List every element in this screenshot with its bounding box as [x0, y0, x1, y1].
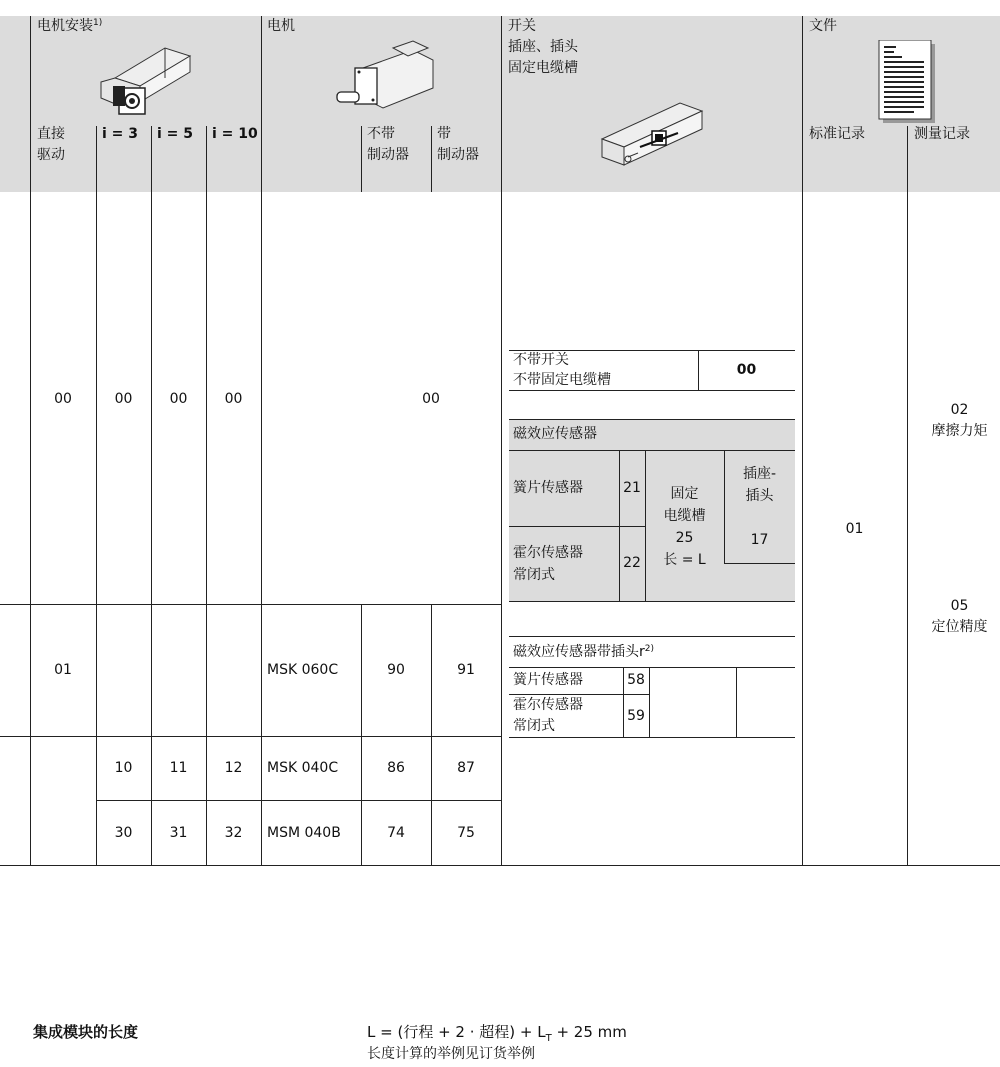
reed-sensor-plug-label: 簧片传感器 — [513, 672, 583, 688]
ratio-10-header: i = 10 — [212, 126, 258, 142]
row10-no-brake: 86 — [387, 760, 405, 776]
col-divider — [151, 126, 152, 866]
row00-i10: 00 — [224, 391, 243, 407]
hall-sensor-plug-label: 霍尔传感器 常闭式 — [513, 697, 583, 734]
col-divider — [802, 16, 803, 866]
switch-line — [509, 636, 795, 637]
row30-i5: 31 — [169, 825, 188, 841]
no-brake-header: 不带 制动器 — [367, 126, 409, 163]
row01-with-brake: 91 — [457, 662, 475, 678]
switch-line — [736, 667, 737, 737]
no-switch-code: 00 — [736, 362, 757, 378]
switch-line — [724, 563, 795, 564]
switch-line — [509, 667, 795, 668]
row01-direct: 01 — [54, 662, 72, 678]
positioning-accuracy-record: 05 定位精度 — [931, 598, 988, 635]
reed-sensor-plug-code: 58 — [627, 672, 645, 688]
magnetic-sensor-title: 磁效应传感器 — [513, 426, 597, 442]
direct-drive-header: 直接 驱动 — [37, 126, 65, 163]
length-note: 长度计算的举例见订货举例 — [367, 1046, 535, 1062]
hall-sensor-plug-code: 59 — [627, 708, 645, 724]
switch-line — [509, 526, 645, 527]
col-divider — [206, 126, 207, 866]
switch-line — [649, 667, 650, 737]
module-length-label: 集成模块的长度 — [33, 1023, 139, 1041]
magnetic-sensor-plug-title: 磁效应传感器带插头$r^{2)}$ — [513, 644, 655, 660]
row10-with-brake: 87 — [457, 760, 475, 776]
document-icon — [878, 40, 936, 124]
row00-i3: 00 — [114, 391, 133, 407]
motor-mount-drawing — [95, 38, 200, 118]
col-divider — [261, 16, 262, 866]
row01-motor: MSK 060C — [267, 662, 339, 678]
row10-i5: 11 — [169, 760, 188, 776]
row-divider — [0, 604, 501, 605]
table-bottom — [0, 865, 1000, 866]
length-formula: L = (行程 + 2 · 超程) + $L_T + 25$ mm — [367, 1023, 627, 1044]
ratio-3-header: i = 3 — [102, 126, 139, 142]
row30-motor: MSM 040B — [267, 825, 341, 841]
socket-plug: 插座- 插头 17 — [742, 466, 777, 548]
switch-line — [509, 390, 795, 391]
row30-i10: 32 — [224, 825, 243, 841]
row00-motor: 00 — [422, 391, 440, 407]
standard-record-header: 标准记录 — [809, 126, 865, 142]
row-divider — [96, 800, 501, 801]
motor-mount-header: 电机安装$^{1)}$ — [37, 18, 103, 34]
row-divider — [0, 736, 501, 737]
switch-line — [619, 450, 620, 601]
no-switch-label: 不带开关 不带固定电缆槽 — [513, 352, 611, 388]
row30-with-brake: 75 — [457, 825, 475, 841]
row00-direct: 00 — [54, 391, 72, 407]
row10-motor: MSK 040C — [267, 760, 339, 776]
docs-header: 文件 — [809, 18, 837, 34]
reed-sensor-label: 簧片传感器 — [513, 480, 583, 496]
row10-i10: 12 — [224, 760, 243, 776]
switch-line — [509, 601, 795, 602]
standard-record-code: 01 — [845, 521, 864, 537]
row30-no-brake: 74 — [387, 825, 405, 841]
row10-i3: 10 — [114, 760, 133, 776]
fixed-cable-channel: 固定 电缆槽 25 长 = L — [663, 486, 706, 568]
switch-line — [509, 737, 795, 738]
col-divider — [30, 16, 31, 866]
switch-header: 开关 插座、插头 固定电缆槽 — [508, 18, 578, 76]
reed-sensor-code: 21 — [623, 480, 641, 496]
friction-torque-record: 02 摩擦力矩 — [931, 402, 988, 439]
row30-i3: 30 — [114, 825, 133, 841]
hall-sensor-code: 22 — [623, 555, 641, 571]
row01-no-brake: 90 — [387, 662, 405, 678]
col-divider — [431, 126, 432, 192]
switch-line — [509, 450, 795, 451]
ratio-5-header: i = 5 — [157, 126, 194, 142]
col-divider — [907, 126, 908, 866]
motor-header: 电机 — [267, 18, 295, 34]
switch-line — [509, 419, 795, 420]
motor-drawing — [333, 38, 438, 118]
col-divider — [96, 126, 97, 866]
switch-drawing — [598, 95, 708, 175]
col-divider — [361, 126, 362, 192]
with-brake-header: 带 制动器 — [437, 126, 479, 163]
hall-sensor-label: 霍尔传感器 常闭式 — [513, 545, 583, 583]
row00-i5: 00 — [169, 391, 188, 407]
measurement-record-header: 测量记录 — [914, 126, 970, 142]
col-divider — [501, 16, 502, 866]
